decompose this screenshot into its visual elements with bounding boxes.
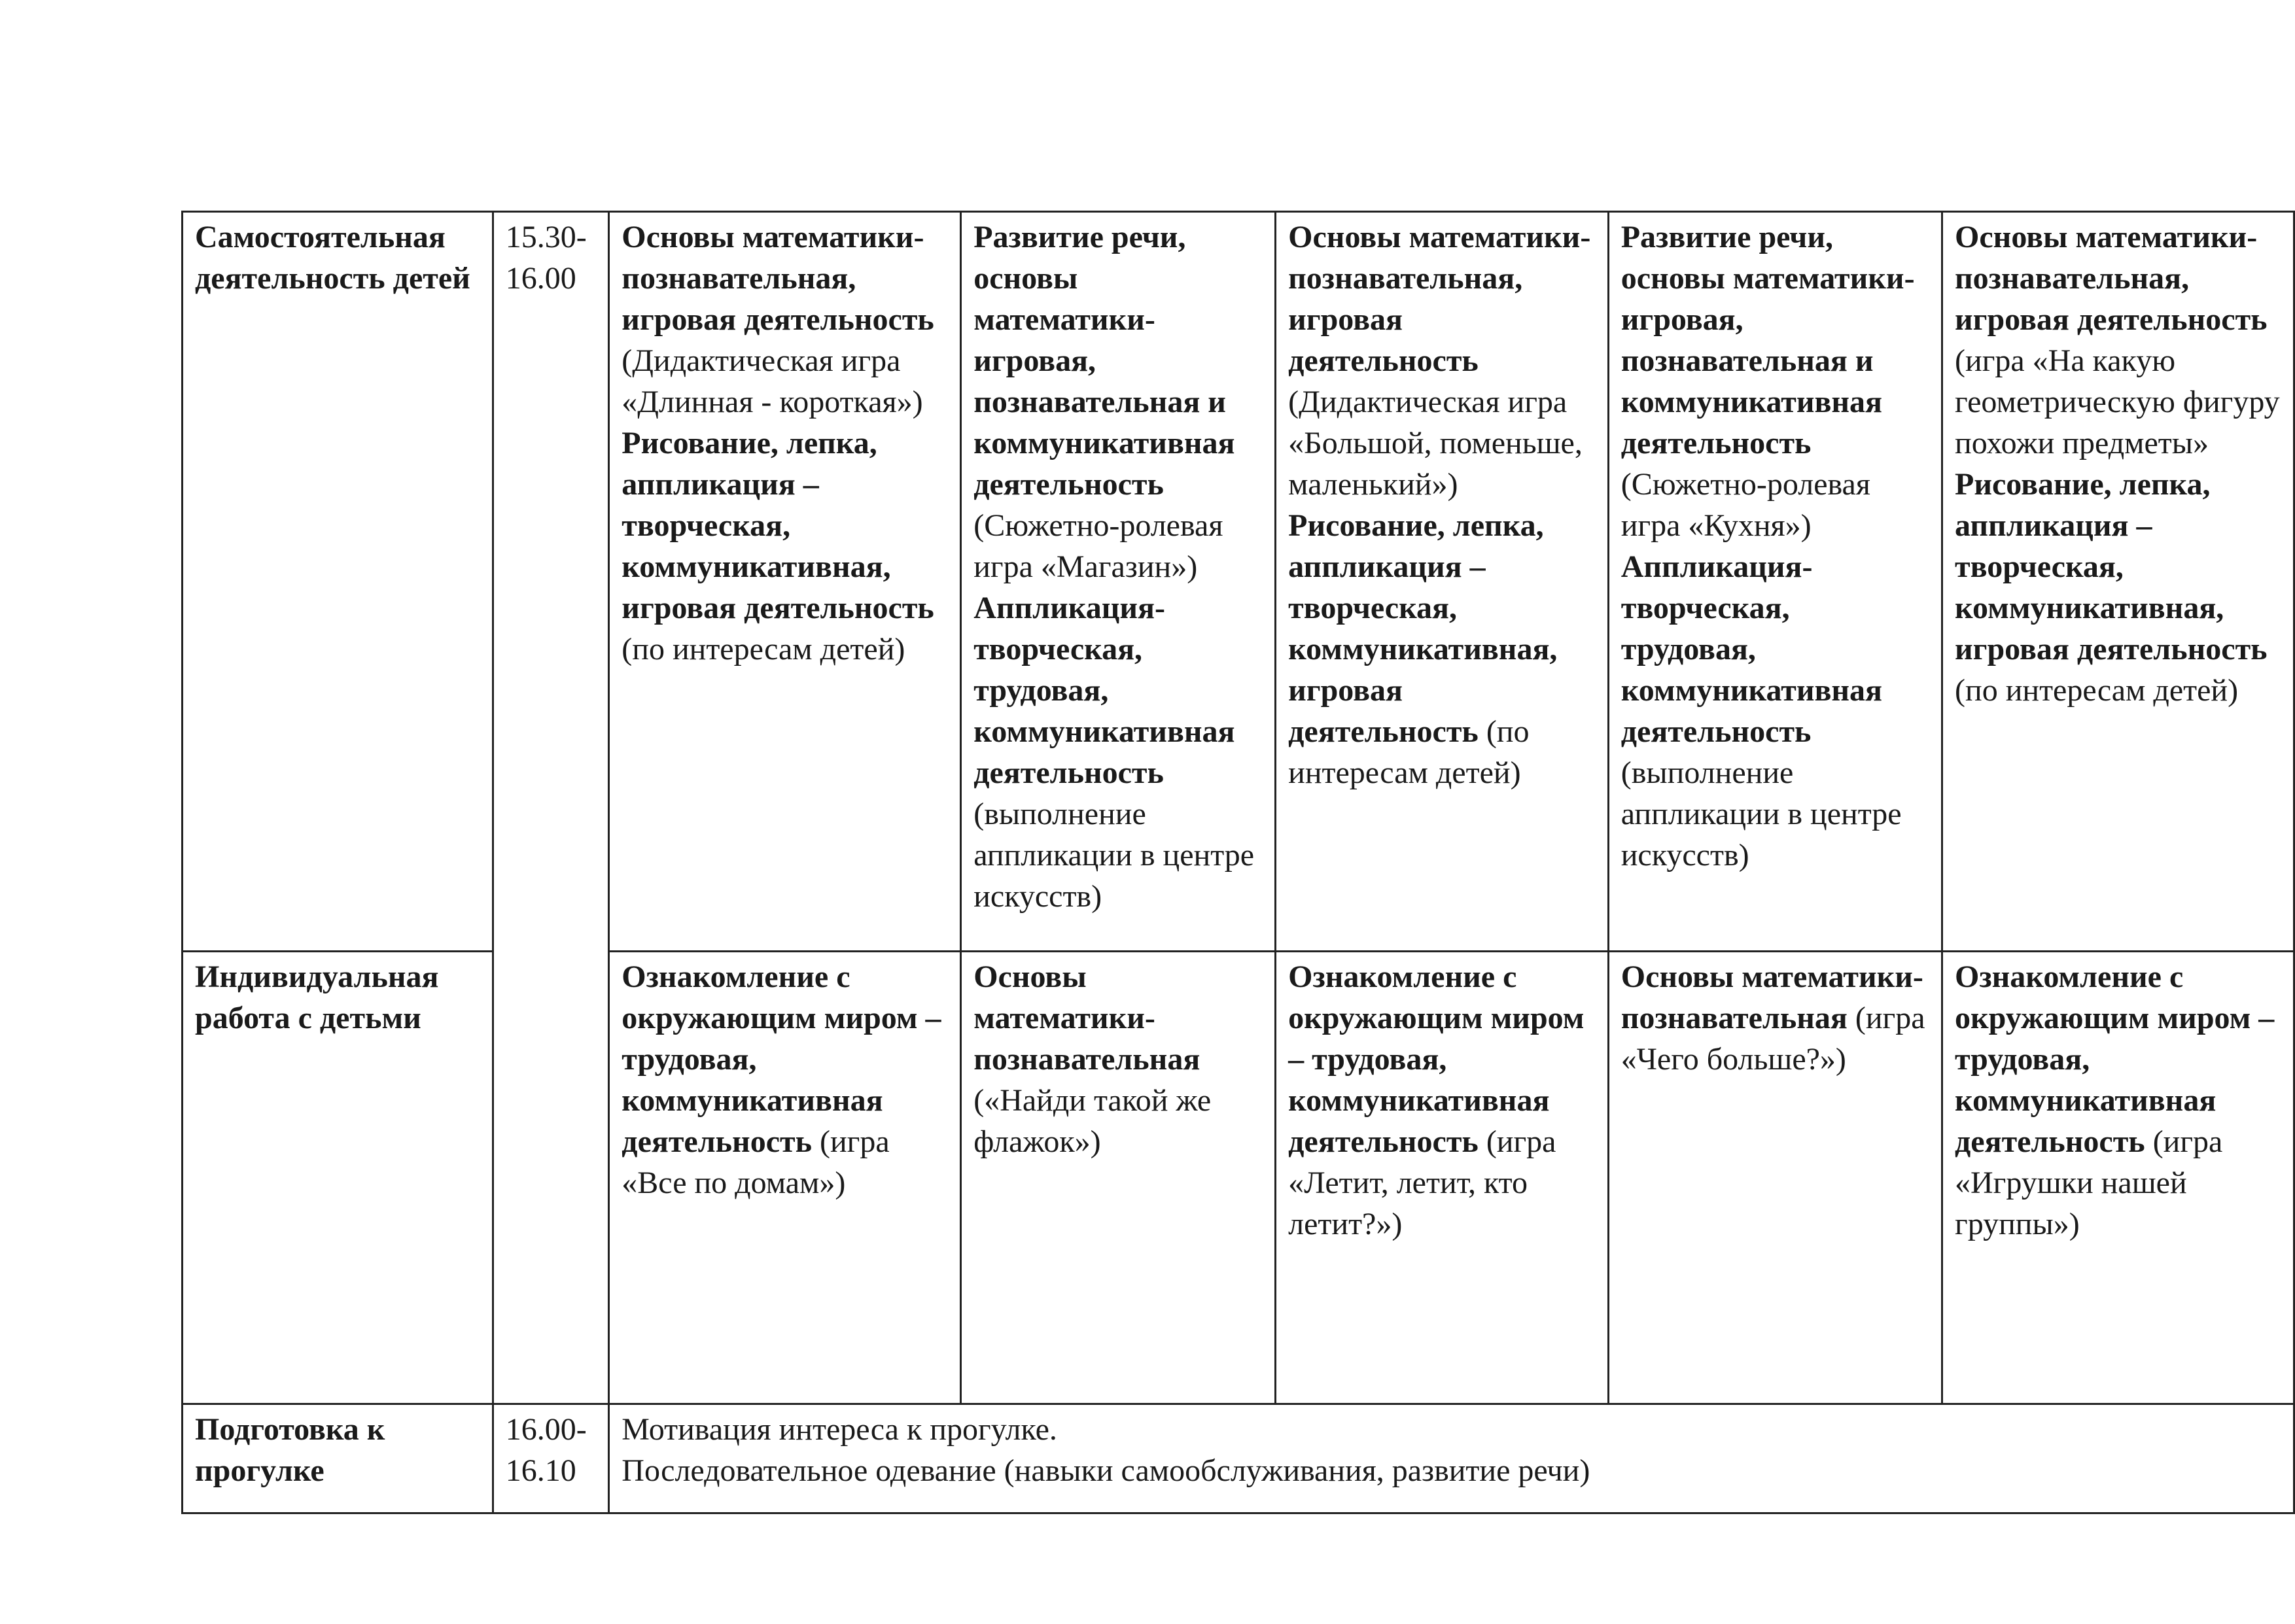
- activity-cell: Подготовка к прогулке: [183, 1404, 493, 1513]
- activity-title: Ознакомление с окружающим миром – трудовая, коммуникативная деятельность: [1955, 959, 2275, 1159]
- day-cell-2: [961, 952, 1276, 1404]
- day-cell-5: [1942, 212, 2294, 952]
- activity-cell: Индивидуальная работа с детьми: [183, 952, 493, 1404]
- activity-title: Основы математики-познавательная, игровая деятельность: [1955, 220, 2268, 337]
- activity-note: (выполнение аппликации в центре искусств): [1621, 755, 1902, 872]
- activity-note: (выполнение аппликации в центре искусств): [973, 797, 1255, 914]
- day-cell-5: [1942, 952, 2294, 1404]
- activity-note: (игра «Игрушки нашей группы»): [1955, 1124, 2223, 1241]
- day-cell-2: [961, 212, 1276, 952]
- schedule-table: [181, 211, 2295, 1514]
- activity-title: Рисование, лепка, аппликация – творческая, коммуникативная, игровая деятельность: [622, 426, 934, 625]
- day-cell-4: [1608, 212, 1942, 952]
- activity-note: (Сюжетно-ролевая игра «Кухня»): [1621, 467, 1870, 543]
- activity-note: (Сюжетно-ролевая игра «Магазин»): [973, 508, 1223, 584]
- activity-note: (Дидактическая игра «Длинная - короткая»): [622, 343, 923, 419]
- activity-note: (игра «На какую геометрическую фигуру похожи предметы»: [1955, 343, 2280, 460]
- table-row: [183, 1404, 2294, 1513]
- walk-prep-line: Последовательное одевание (навыки самообслуживания, развитие речи): [622, 1453, 1590, 1488]
- day-cell-4: [1608, 952, 1942, 1404]
- activity-title: Ознакомление с окружающим миром – трудовая, коммуникативная деятельность: [1288, 959, 1585, 1159]
- activity-note: (по интересам детей): [1288, 714, 1530, 790]
- activity-title: Развитие речи, основы математики-игровая, познавательная и коммуникативная деятельность: [973, 220, 1235, 502]
- time-cell: 16.00-16.10: [493, 1404, 609, 1513]
- walk-prep-cell: [609, 1404, 2294, 1513]
- activity-title: Основы математики-познавательная, игровая деятельность: [1288, 220, 1591, 378]
- activity-title: Основы математики-познавательная: [1621, 959, 1923, 1035]
- day-cell-1: [609, 212, 961, 952]
- day-cell-1: [609, 952, 961, 1404]
- time-cell: 15.30-16.00: [493, 212, 609, 1404]
- activity-title: Рисование, лепка, аппликация – творческая, коммуникативная, игровая деятельность: [1288, 508, 1558, 749]
- activity-note: («Найди такой же флажок»): [973, 1083, 1212, 1159]
- activity-title: Развитие речи, основы математики-игровая, познавательная и коммуникативная деятельность: [1621, 220, 1915, 460]
- day-cell-3: [1276, 952, 1609, 1404]
- activity-title: Основы математики-познавательная: [973, 959, 1200, 1077]
- activity-note: (игра «Летит, летит, кто летит?»): [1288, 1124, 1556, 1241]
- walk-prep-line: Мотивация интереса к прогулке.: [622, 1412, 1057, 1447]
- activity-note: (игра «Чего больше?»): [1621, 1001, 1925, 1077]
- activity-note: (по интересам детей): [1955, 673, 2239, 708]
- activity-title: Рисование, лепка, аппликация – творческая, коммуникативная, игровая деятельность: [1955, 467, 2268, 666]
- activity-title: Аппликация-творческая, трудовая, коммуникативная деятельность: [1621, 549, 1883, 749]
- activity-note: (Дидактическая игра «Большой, поменьше, маленький»): [1288, 385, 1583, 502]
- table-row: [183, 212, 2294, 952]
- activity-note: (игра «Все по домам»): [622, 1124, 890, 1200]
- activity-title: Ознакомление с окружающим миром – трудовая, коммуникативная деятельность: [622, 959, 941, 1159]
- activity-note: (по интересам детей): [622, 632, 905, 666]
- activity-cell: Самостоятельная деятельность детей: [183, 212, 493, 952]
- activity-title: Аппликация-творческая, трудовая, коммуникативная деятельность: [973, 591, 1235, 790]
- day-cell-3: [1276, 212, 1609, 952]
- activity-title: Основы математики-познавательная, игровая деятельность: [622, 220, 934, 337]
